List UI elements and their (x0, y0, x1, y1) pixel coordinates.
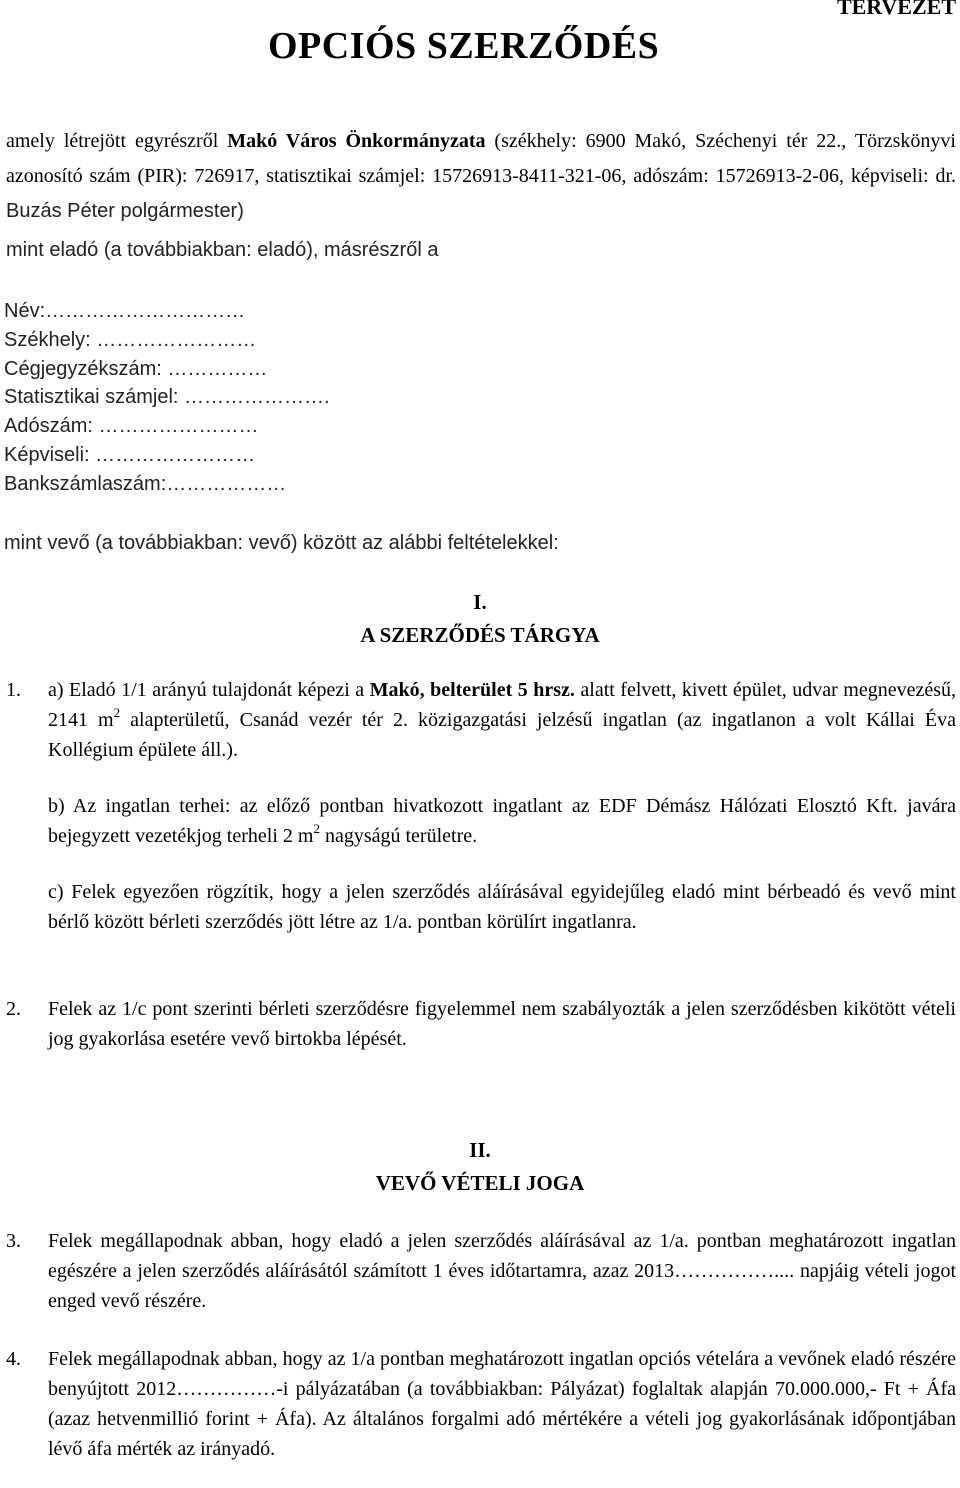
item-1a-part-3: alapterületű, Csanád vezér tér 2. közigazgatási jelzésű ingatlan (az ingatlanon a volt Kállai Éva Kollégium épülete áll.). (48, 709, 956, 761)
item-4-text: Felek megállapodnak abban, hogy az 1/a pontban meghatározott ingatlan opciós vételára a vevőnek eladó részére benyújtott 2012……………-i pályázatában (a továbbiakban: Pályázat) foglaltak alapján 70.000.000,- Ft + Áfa (azaz hetvenmillió forint + Áfa). Az általános forgalmi adó mértékére a vételi jog gyakorlásának időpontjában lévő áfa mérték az irányadó. (48, 1348, 956, 1460)
item-2-text: Felek az 1/c pont szerinti bérleti szerződésre figyelemmel nem szabályozták a jelen szerződésben kikötött vételi jog gyakorlása esetére vevő birtokba lépését. (48, 998, 956, 1050)
item-1b-part-2: nagyságú területre. (319, 825, 478, 847)
field-seat: Székhely: …………………… (4, 328, 257, 351)
item-2-number: 2. (6, 998, 21, 1020)
section-2-number: II. (469, 1138, 491, 1162)
section-2-heading (0, 1134, 960, 1200)
item-1a (6, 675, 956, 765)
section-2-title: VEVŐ VÉTELI JOGA (375, 1171, 585, 1195)
seller-role: mint eladó (a továbbiakban: eladó), másrészről a (6, 239, 439, 261)
seller-representative: Buzás Péter polgármester) (6, 200, 244, 222)
intro-text-1: amely létrejött egyrészről (6, 130, 228, 152)
field-representative: Képviseli: …………………… (4, 443, 256, 466)
item-1a-text (48, 675, 956, 765)
buyer-role: mint vevő (a továbbiakban: vevő) között az alábbi feltételekkel: (4, 532, 559, 554)
field-name: Név:………………………… (4, 300, 246, 322)
section-1-heading (0, 586, 960, 652)
item-3-number: 3. (6, 1230, 21, 1252)
intro-text-2: (székhely: 6900 Makó, Széchenyi tér 22., Törzskönyvi azonosító szám (PIR): 726917, statisztikai számjel: 15726913-8411-321-06, adószám: 15726913-2-06, képviseli: dr. (6, 130, 956, 187)
item-3-text: Felek megállapodnak abban, hogy eladó a jelen szerződés aláírásával az 1/a. pontban meghatározott ingatlan egészére a jelen szerződés aláírásától számított 1 éves időtartamra, azaz 2013…………….... napjáig vételi jogot enged vevő részére. (48, 1230, 956, 1312)
item-3 (6, 1226, 956, 1316)
field-stat-number: Statisztikai számjel: …………………. (4, 386, 330, 409)
section-1-number: I. (473, 590, 487, 614)
item-1b-part-1: b) Az ingatlan terhei: az előző pontban hivatkozott ingatlant az EDF Démász Hálózati Elosztó Kft. javára bejegyzett vezetékjog terheli 2 m (48, 795, 956, 847)
item-1c: c) Felek egyezően rögzítik, hogy a jelen szerződés aláírásával egyidejűleg eladó mint bérbeadó és vevő mint bérlő között bérleti szerződés jött létre az 1/a. pontban körülírt ingatlanra. (48, 881, 956, 933)
field-bank-account: Bankszámlaszám:……………… (4, 472, 287, 495)
buyer-fields (4, 297, 330, 499)
item-4-number: 4. (6, 1348, 21, 1370)
seller-name: Makó Város Önkormányzata (227, 130, 486, 152)
item-1b (48, 791, 956, 851)
item-1-number: 1. (6, 679, 21, 701)
property-reference: Makó, belterület 5 hrsz. (369, 679, 575, 701)
item-1a-part-1: a) Eladó 1/1 arányú tulajdonát képezi a (48, 679, 370, 701)
item-2 (6, 994, 956, 1054)
section-1-title: A SZERZŐDÉS TÁRGYA (360, 623, 600, 647)
draft-label: TERVEZET (836, 0, 956, 19)
item-1a-superscript: 2 (113, 705, 121, 720)
field-company-reg: Cégjegyzékszám: …………… (4, 357, 268, 380)
document-title: OPCIÓS SZERZŐDÉS (268, 25, 660, 67)
intro-paragraph (6, 124, 956, 229)
field-tax-number: Adószám: …………………… (4, 415, 259, 438)
item-1b-superscript: 2 (313, 821, 320, 836)
item-1a-part-2: alatt felvett, kivett épület, udvar megnevezésű, 2141 m (48, 679, 956, 731)
item-4 (6, 1344, 956, 1464)
